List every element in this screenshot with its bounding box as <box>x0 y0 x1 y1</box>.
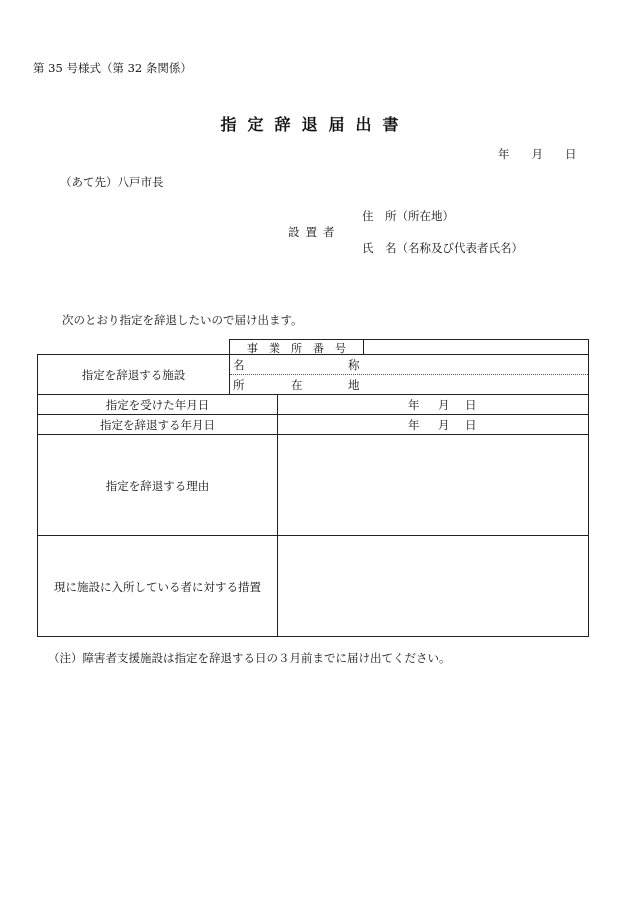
name-label: 氏 名（名称及び代表者氏名） <box>362 241 523 255</box>
page-title: 指定辞退届出書 <box>220 115 410 134</box>
note-text: （注）障害者支援施設は指定を辞退する日の３月前までに届け出てください。 <box>48 651 451 665</box>
facility-name-label-left: 名 <box>233 358 245 372</box>
designated-date-value-cell[interactable] <box>277 394 589 415</box>
addressee: （あて先）八戸市長 <box>60 175 164 189</box>
facility-location-label-1: 所 <box>233 378 245 392</box>
facility-location-label-2: 在 <box>291 378 303 392</box>
form-number: 第 35 号様式（第 32 条関係） <box>33 61 192 75</box>
address-label: 住 所（所在地） <box>362 209 454 223</box>
designated-date-day: 日 <box>465 398 477 412</box>
office-number-label: 事 業 所 番 号 <box>247 342 346 355</box>
measures-label: 現に施設に入所している者に対する措置 <box>54 580 261 594</box>
office-number-value-cell[interactable] <box>363 339 589 355</box>
facility-divider <box>230 374 588 375</box>
designated-date-year: 年 <box>408 398 420 412</box>
withdrawal-date-year: 年 <box>408 418 420 432</box>
facility-location-label-3: 地 <box>348 378 360 392</box>
submission-date <box>498 146 577 162</box>
intro-text: 次のとおり指定を辞退したいので届け出ます。 <box>62 313 303 327</box>
withdrawal-date-value-cell[interactable] <box>277 414 589 435</box>
date-day: 日 <box>565 147 577 161</box>
designated-date-label: 指定を受けた年月日 <box>105 398 210 412</box>
withdrawal-date-label: 指定を辞退する年月日 <box>100 418 215 432</box>
designated-date-month: 月 <box>438 398 450 412</box>
reason-value-cell[interactable] <box>277 434 589 536</box>
facility-label: 指定を辞退する施設 <box>81 368 186 382</box>
withdrawal-date-month: 月 <box>438 418 450 432</box>
withdrawal-date-day: 日 <box>465 418 477 432</box>
facility-name-label-right: 称 <box>348 358 360 372</box>
date-year: 年 <box>498 147 510 161</box>
date-month: 月 <box>531 147 543 161</box>
establisher-label: 設置者 <box>288 225 341 239</box>
measures-value-cell[interactable] <box>277 535 589 637</box>
reason-label: 指定を辞退する理由 <box>105 479 210 493</box>
